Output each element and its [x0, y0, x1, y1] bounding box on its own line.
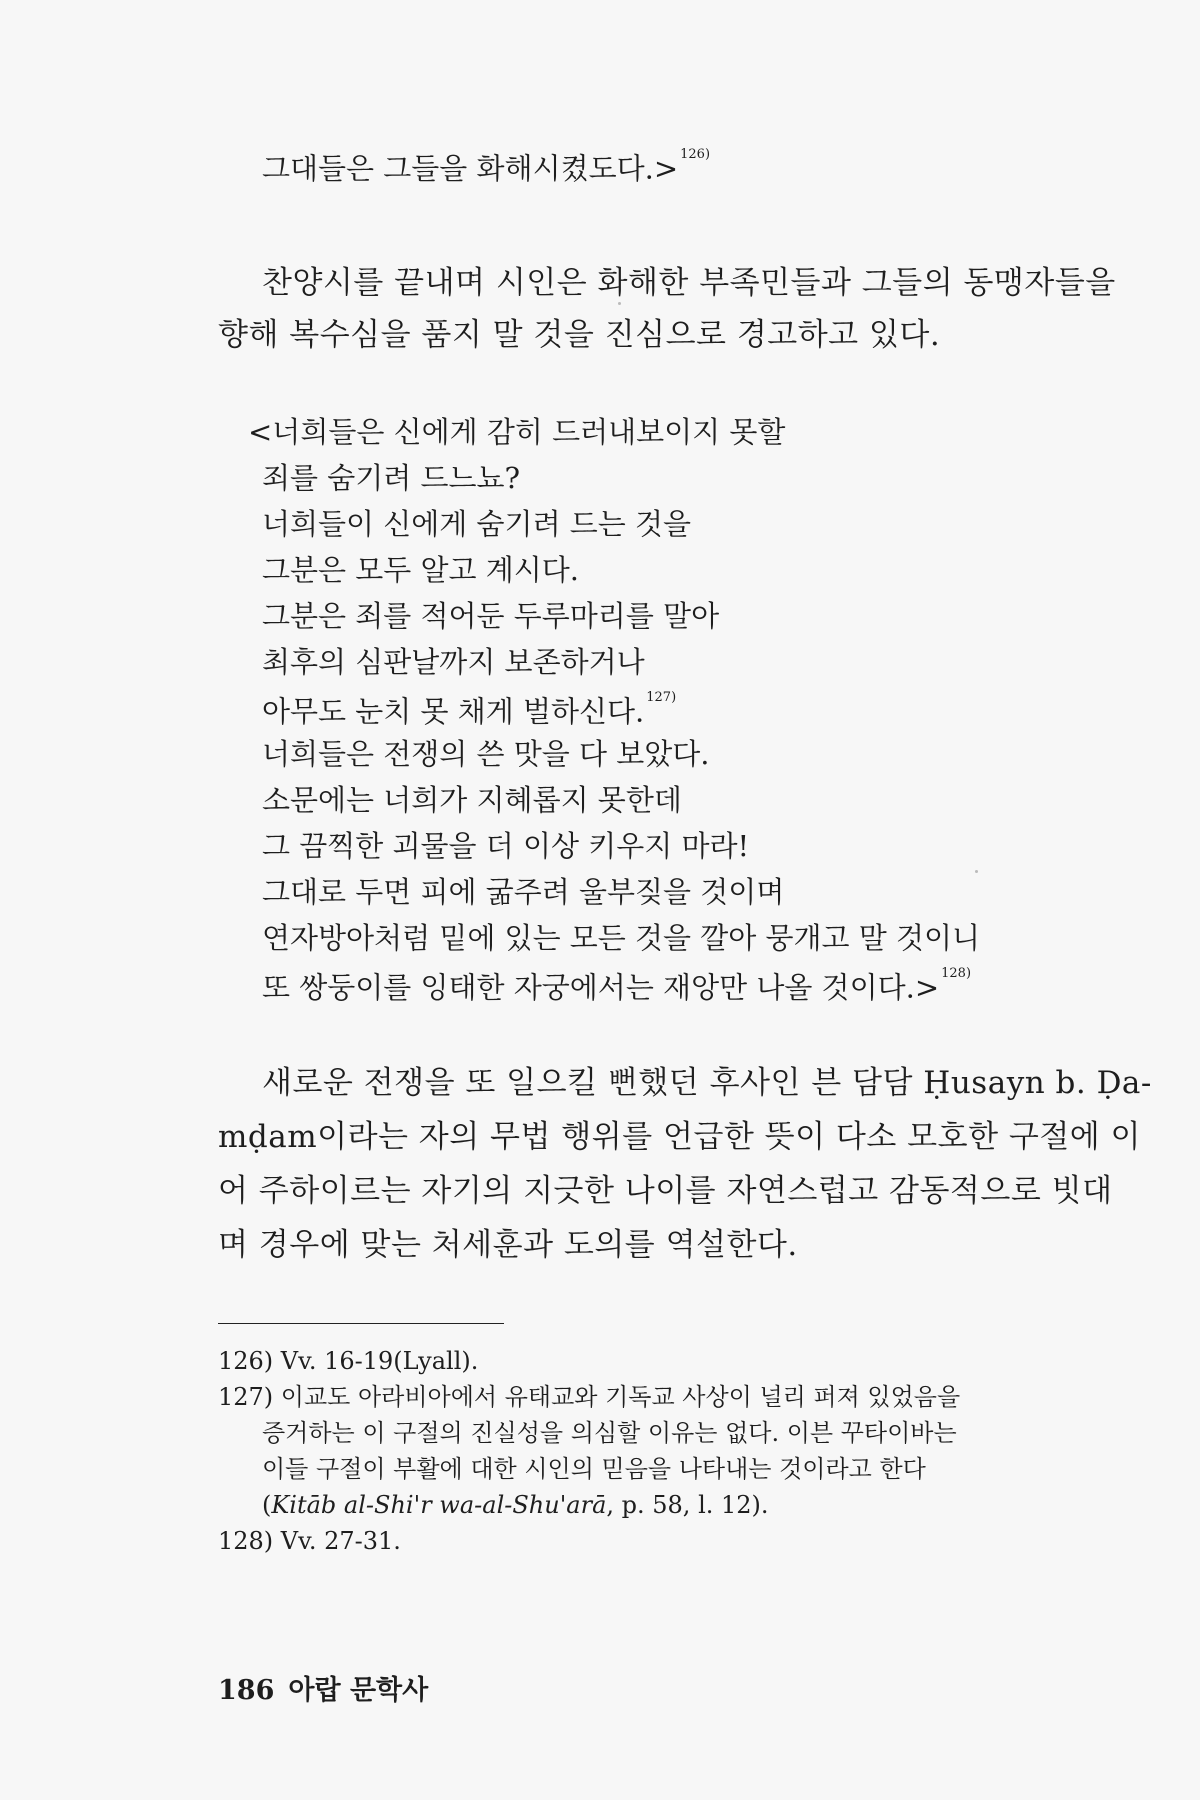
poem-line-5: 그분은 죄를 적어둔 두루마리를 말아: [262, 599, 720, 633]
poem-line-12: 연자방아처럼 밑에 있는 모든 것을 깔아 뭉개고 말 것이니: [262, 921, 981, 955]
poem-line-13: [262, 964, 971, 1008]
intro-paragraph-line-2: 향해 복수심을 품지 말 것을 진심으로 경고하고 있다.: [218, 317, 941, 353]
closing-paragraph-line-1: 새로운 전쟁을 또 일으킬 뻔했던 후사인 븐 담담 Ḥusayn b. Ḍa-: [262, 1065, 1152, 1101]
poem-line-1: <너희들은 신에게 감히 드러내보이지 못할: [248, 415, 786, 449]
footnote-ref-128: 128): [941, 966, 972, 981]
poem-line-13-text: 또 쌍둥이를 잉태한 자궁에서는 재앙만 나올 것이다.>: [262, 970, 940, 1005]
poem-line-10: 그 끔찍한 괴물을 더 이상 키우지 마라!: [262, 829, 750, 863]
closing-paragraph-line-4: 며 경우에 맞는 처세훈과 도의를 역설한다.: [218, 1227, 798, 1263]
poem-line-2: 죄를 숨기려 드느뇨?: [262, 461, 521, 495]
footnote-127-line-4: [262, 1489, 769, 1521]
poem-line-8: 너희들은 전쟁의 쓴 맛을 다 보았다.: [262, 737, 710, 771]
footnote-126: 126) Vv. 16-19(Lyall).: [218, 1347, 479, 1375]
page-number: 186: [218, 1675, 275, 1706]
poem-line-7-text: 아무도 눈치 못 채게 벌하신다.: [262, 694, 645, 729]
footnote-127-line-1: 127) 이교도 아라비아에서 유태교와 기독교 사상이 널리 퍼져 있었음을: [218, 1383, 961, 1411]
footnote-128: 128) Vv. 27-31.: [218, 1527, 401, 1555]
book-title: 아랍 문학사: [288, 1675, 429, 1706]
footnote-ref-127: 127): [646, 690, 677, 705]
footnote-127-line-3: 이들 구절이 부활에 대한 시인의 믿음을 나타내는 것이라고 한다: [262, 1455, 926, 1483]
footnote-127-line-2: 증거하는 이 구절의 진실성을 의심할 이유는 없다. 이븐 꾸타이바는: [262, 1419, 957, 1447]
footnote-ref-126: 126): [680, 147, 711, 162]
scan-speck: [975, 870, 978, 873]
poem-line-9: 소문에는 너희가 지혜롭지 못한데: [262, 783, 682, 817]
footnote-127-book-title: Kitāb al-Shi'r wa-al-Shu'arā: [271, 1491, 607, 1519]
page-folio: [218, 1668, 428, 1707]
footnote-127-open-paren: (: [262, 1491, 272, 1519]
poem-line-3: 너희들이 신에게 숨기려 드는 것을: [262, 507, 692, 541]
footnote-separator: [218, 1323, 504, 1324]
intro-paragraph-line-1: 찬양시를 끝내며 시인은 화해한 부족민들과 그들의 동맹자들을: [262, 265, 1116, 301]
poem-tail-text: 그대들은 그들을 화해시켰도다.>: [262, 151, 679, 186]
footnote-127-citation: , p. 58, l. 12).: [606, 1491, 769, 1519]
poem-line-6: 최후의 심판날까지 보존하거나: [262, 645, 645, 679]
poem-line-7: [262, 688, 676, 732]
poem-line-11: 그대로 두면 피에 굶주려 울부짖을 것이며: [262, 875, 785, 909]
closing-paragraph-line-2: mḍam이라는 자의 무법 행위를 언급한 뜻이 다소 모호한 구절에 이: [218, 1119, 1142, 1155]
closing-paragraph-line-3: 어 주하이르는 자기의 지긋한 나이를 자연스럽고 감동적으로 빗대: [218, 1173, 1113, 1209]
scan-speck: [618, 302, 621, 305]
poem-line-4: 그분은 모두 알고 계시다.: [262, 553, 580, 587]
poem-tail-line: [262, 145, 710, 189]
